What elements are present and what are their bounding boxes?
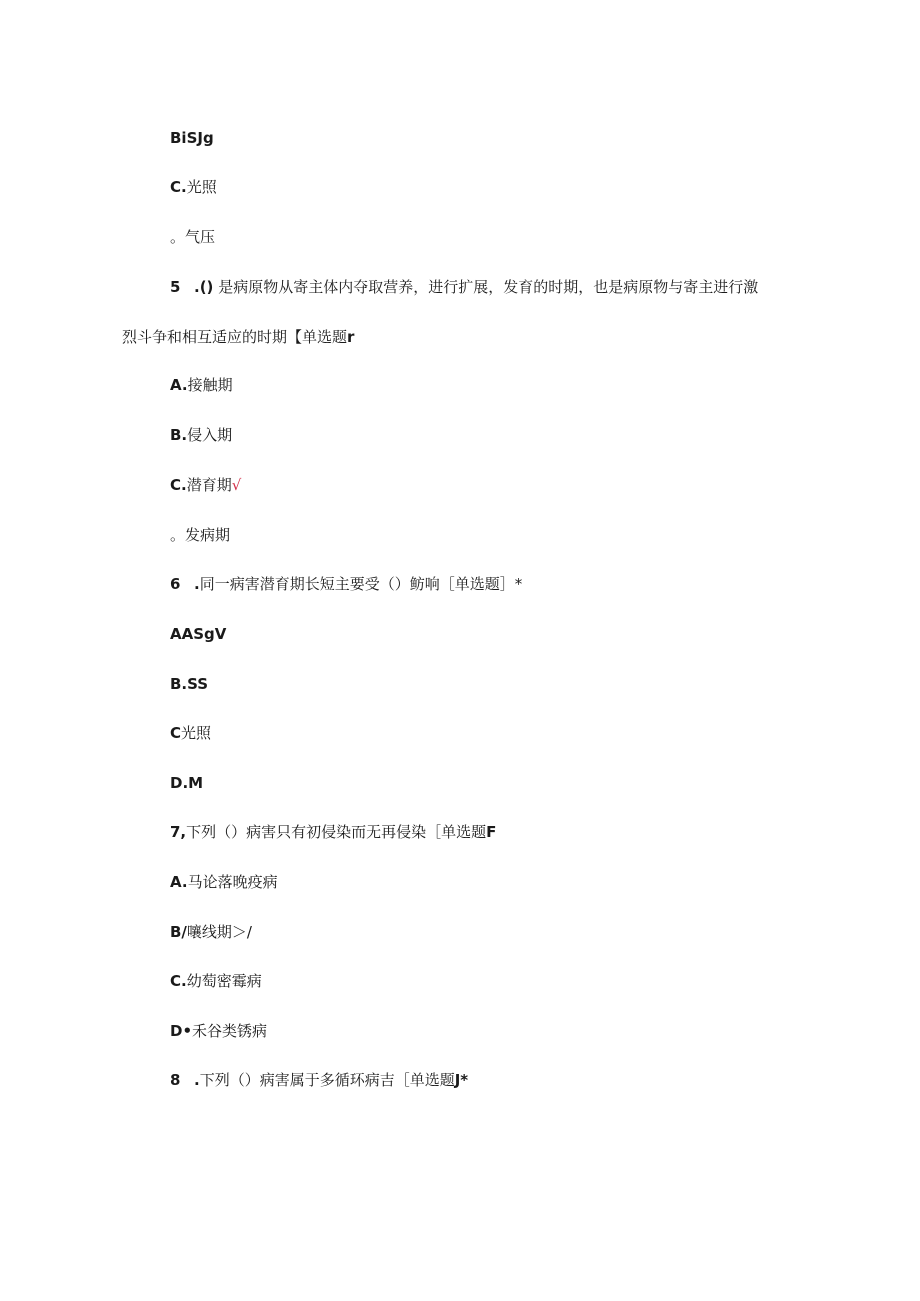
option-line — [170, 1021, 267, 1041]
option-lead: BiSJg — [170, 129, 214, 147]
option-line — [170, 177, 217, 197]
option-line — [170, 475, 241, 495]
option-line — [170, 525, 230, 545]
question-text: 同一病害潜育期长短主要受（）鲂响［单选题］* — [199, 575, 523, 593]
option-line — [170, 773, 203, 793]
option-text: 侵入期 — [187, 426, 233, 444]
option-lead: B. — [170, 426, 188, 444]
option-line — [170, 128, 214, 148]
question-tail: F — [486, 823, 497, 841]
option-lead: AASgV — [170, 625, 227, 643]
option-lead: C. — [170, 972, 187, 990]
question-number: 6 — [170, 575, 181, 593]
question-text: 是病原物从寄主体内夺取营养，进行扩展，发育的时期，也是病原物与寄主进行激 — [213, 278, 759, 296]
question-number: 8 — [170, 1071, 181, 1089]
option-line — [170, 624, 226, 644]
option-lead: B/ — [170, 923, 187, 941]
option-text: 禾谷类锈病 — [192, 1022, 268, 1040]
option-line — [170, 425, 232, 445]
option-lead: C. — [170, 178, 187, 196]
question-7 — [170, 822, 496, 842]
option-lead: A. — [170, 873, 188, 891]
option-text: 幼萄密霉病 — [186, 972, 262, 990]
option-text: 光照 — [186, 178, 217, 196]
question-8 — [170, 1070, 468, 1090]
question-lead: .() — [194, 278, 214, 296]
question-6 — [170, 574, 522, 594]
option-text: 潜育期 — [186, 476, 232, 494]
option-lead: D• — [170, 1022, 193, 1040]
question-lead: . — [194, 575, 200, 593]
option-lead: A. — [170, 376, 188, 394]
option-lead: C — [170, 724, 182, 742]
question-tail: J* — [454, 1071, 469, 1089]
option-line — [170, 872, 278, 892]
option-line — [170, 922, 252, 942]
option-lead: C. — [170, 476, 187, 494]
option-text: 。气压 — [170, 228, 216, 246]
option-lead: B.SS — [170, 675, 209, 693]
option-text: 。发病期 — [170, 526, 231, 544]
option-text: 接触期 — [187, 376, 233, 394]
correct-check-icon: √ — [231, 476, 242, 494]
question-text: 下列（）病害只有初侵染而无再侵染［单选题 — [186, 823, 487, 841]
option-line — [170, 375, 233, 395]
question-lead: . — [194, 1071, 200, 1089]
option-line — [170, 723, 211, 743]
question-text: 下列（）病害属于多循环病吉［单选题 — [199, 1071, 455, 1089]
option-line — [170, 674, 208, 694]
question-5 — [170, 277, 758, 297]
question-number: 5 — [170, 278, 181, 296]
option-line — [170, 227, 215, 247]
question-lead: 7, — [170, 823, 187, 841]
question-5-continuation — [122, 327, 354, 347]
question-text-cont: 烈斗争和相互适应的时期【单选题 — [122, 328, 348, 346]
option-lead: D.M — [170, 774, 204, 792]
question-tail: r — [347, 328, 355, 346]
option-text: 嚷线期＞/ — [186, 923, 252, 941]
option-text: 马论落晚疫病 — [187, 873, 278, 891]
option-line — [170, 971, 262, 991]
option-text: 光照 — [181, 724, 212, 742]
